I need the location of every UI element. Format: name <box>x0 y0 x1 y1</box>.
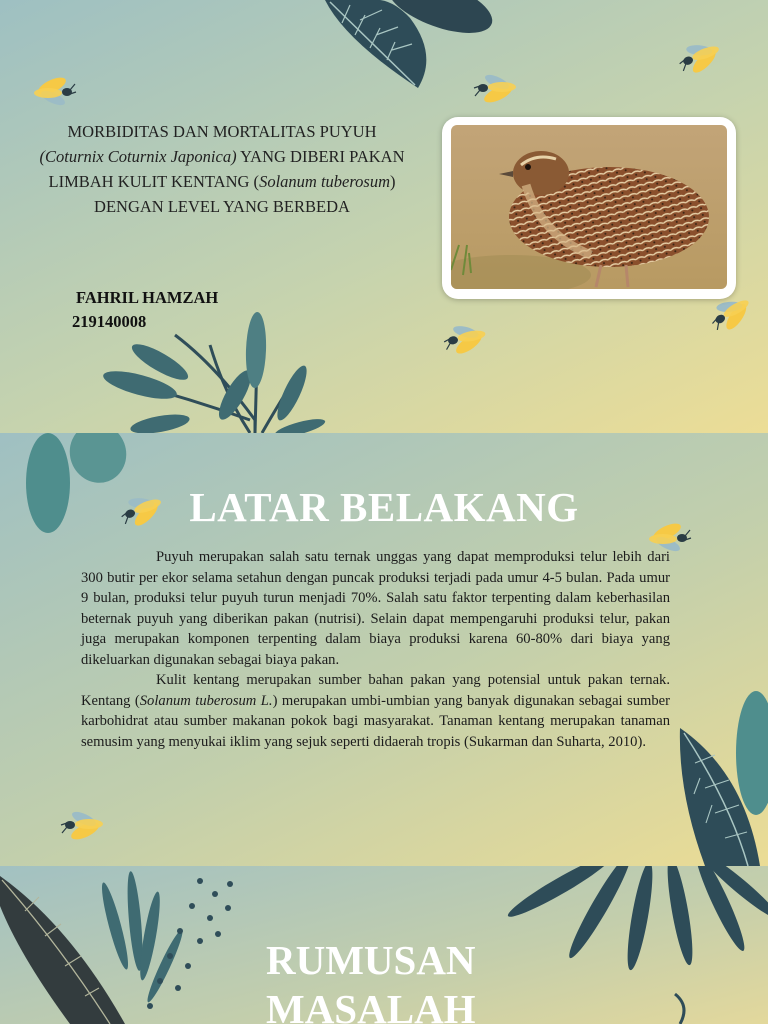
firefly-icon <box>61 809 103 843</box>
title-text: MORBIDITAS DAN MORTALITAS PUYUH <box>67 122 377 141</box>
title-scientific-name: (Coturnix Coturnix Japonica) <box>39 147 237 166</box>
firefly-icon <box>674 34 725 80</box>
heading-line: MASALAH <box>266 986 476 1024</box>
paragraph-text: Kulit kentang merupakan sumber bahan pakan yang potensial untuk pakan ternak. Kentang ( <box>81 672 670 709</box>
title-text: YANG DIBERI PAKAN LIMBAH KULIT KENTANG ( <box>48 147 405 191</box>
background-text <box>81 547 670 752</box>
student-id: 219140008 <box>72 312 147 331</box>
title-text: ) DENGAN LEVEL YANG BERBEDA <box>94 172 396 216</box>
background-slide <box>0 433 768 866</box>
firefly-icon <box>474 72 516 106</box>
author-name: FAHRIL HAMZAH <box>76 288 219 307</box>
palm-leaf-decoration <box>504 866 768 972</box>
slide-heading: LATAR BELAKANG <box>189 484 579 530</box>
scientific-name: Solanum tuberosum L. <box>139 692 273 709</box>
quail-photo-frame <box>442 117 736 299</box>
presentation-title <box>22 119 422 219</box>
right-leaf-decoration <box>680 691 768 866</box>
title-scientific-name: Solanum tuberosum <box>259 172 390 191</box>
firefly-icon <box>441 319 488 360</box>
slide-heading <box>266 936 476 1024</box>
heading-line: RUMUSAN <box>266 937 476 983</box>
grass-decoration <box>98 871 187 1005</box>
top-leaf-decoration <box>325 0 499 88</box>
title-slide <box>0 0 768 433</box>
problem-statement-slide <box>0 866 768 1024</box>
dots-decoration <box>147 878 233 1009</box>
quail-bird-image <box>451 125 727 289</box>
paragraph-text: ) merupakan umbi-umbian yang banyak digunakan sebagai sumber karbohidrat atau sumber makanan pokok bagi masyarakat. Tanaman kentang merupakan tanaman semusim yang menyukai iklim yang sejuk seperti didaerah tropis (Sukarman dan Suharta, 2010). <box>81 692 671 750</box>
paragraph: Puyuh merupakan salah satu ternak unggas yang dapat memproduksi telur lebih dari 300 butir per ekor selama setahun dengan puncak produksi terjadi pada umur 4-5 bulan. Pada umur 9 bulan, produksi telur puyuh turun menjadi 70%. Salah satu faktor terpenting dalam keberhasilan beternak puyuh yang diberikan pakan (nutrisi). Selain dapat mempengaruhi produksi telur, pakan juga merupakan komponen terpenting dalam biaya produksi karena 60-80% dari biaya yang dikeluarkan digunakan sebagai biaya pakan. <box>81 549 670 668</box>
quail-photo <box>451 125 727 289</box>
paragraph <box>81 670 670 752</box>
firefly-icon <box>34 74 76 108</box>
